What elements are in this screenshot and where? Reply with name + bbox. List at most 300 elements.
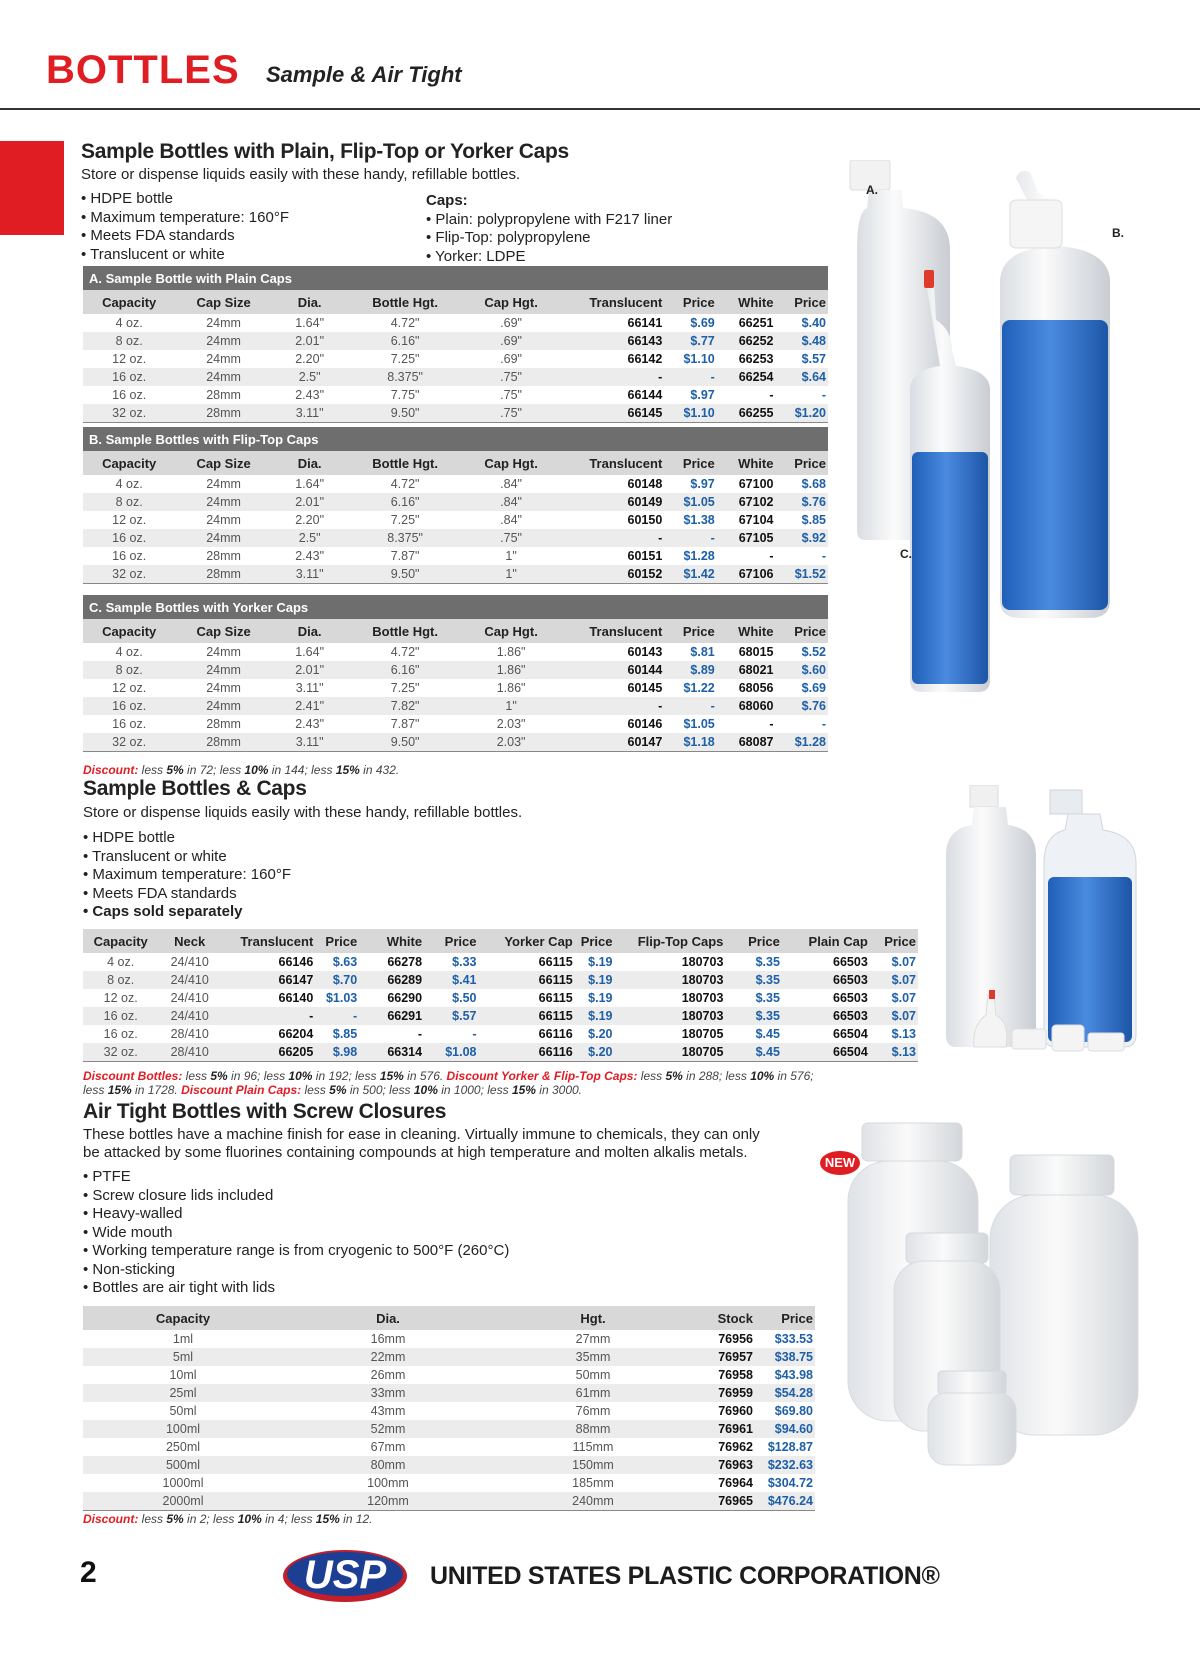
- table-cell: 8 oz.: [83, 332, 175, 350]
- table-row: [83, 1474, 815, 1492]
- table-cell: 76mm: [575, 1404, 611, 1418]
- column-header: White: [359, 929, 424, 953]
- table-cell: 50mm: [575, 1368, 611, 1382]
- table-title: A. Sample Bottle with Plain Caps: [83, 266, 828, 290]
- table-cell: $.35: [725, 1007, 782, 1025]
- table-cell: $.07: [891, 991, 916, 1005]
- table-cell: 7.25": [390, 352, 420, 366]
- column-header: Yorker Cap: [478, 929, 574, 953]
- table-cell: 66289: [359, 971, 424, 989]
- table-cell: 28mm: [175, 565, 272, 583]
- table-cell: 76963: [693, 1456, 755, 1474]
- table-cell: 250ml: [165, 1440, 201, 1454]
- table-cell: $.57: [424, 1007, 478, 1025]
- table-row: [83, 332, 828, 350]
- column-header: Capacity: [83, 1306, 283, 1330]
- section1-title: Sample Bottles with Plain, Flip-Top or Yorker Caps: [81, 140, 569, 163]
- table-cell: 68021: [717, 661, 776, 679]
- table-cell: $.64: [775, 368, 828, 386]
- column-header: Dia.: [272, 451, 348, 475]
- table-title: C. Sample Bottles with Yorker Caps: [83, 595, 828, 619]
- table-cell: 66145: [559, 404, 664, 422]
- page-number: 2: [80, 1556, 97, 1589]
- photo-label-b: B.: [1112, 226, 1124, 240]
- table-cell: $1.08: [424, 1043, 478, 1061]
- table-cell: 7.87": [390, 717, 420, 731]
- column-header: Cap Hgt.: [463, 619, 560, 643]
- table-cell: 66116: [538, 1027, 573, 1041]
- table-cell: 180705: [681, 1027, 724, 1041]
- table-cell: 8.375": [347, 368, 462, 386]
- table-cell: 32 oz.: [83, 404, 175, 422]
- table-cell: .75": [500, 388, 522, 402]
- corporation-name: UNITED STATES PLASTIC CORPORATION®: [430, 1562, 940, 1590]
- table-cell: $.85: [801, 513, 826, 527]
- table-cell: 9.50": [347, 404, 462, 422]
- table-cell: 16 oz.: [83, 1007, 158, 1025]
- table-sample-bottles-caps: [83, 929, 918, 1062]
- column-header: Capacity: [83, 929, 158, 953]
- table-cell: 3.11": [272, 733, 348, 751]
- table-cell: $1.20: [775, 404, 828, 422]
- table-cell: $.33: [452, 955, 477, 969]
- table-cell: 66251: [738, 316, 774, 330]
- column-header: Price: [775, 290, 828, 314]
- table-cell: 26mm: [370, 1368, 406, 1382]
- table-cell: $.76: [775, 697, 828, 715]
- photo-label-c: C.: [900, 547, 912, 561]
- table-cell: .75": [463, 368, 560, 386]
- table-cell: 3.11": [272, 404, 348, 422]
- table-cell: 24/410: [158, 1007, 221, 1025]
- table-cell: 180703: [615, 971, 726, 989]
- discount-note-1: Discount: less 5% in 72; less 10% in 144; less 15% in 432.: [83, 763, 400, 777]
- table-cell: $38.75: [755, 1348, 815, 1366]
- table-cell: 500ml: [83, 1456, 283, 1474]
- table-cell: 8 oz.: [83, 661, 175, 679]
- table-cell: 24mm: [206, 645, 241, 659]
- table-cell: 24mm: [175, 697, 272, 715]
- table-row: [83, 733, 828, 751]
- section2-title: Sample Bottles & Caps: [83, 777, 307, 800]
- table-row: [83, 314, 828, 332]
- column-header: Price: [664, 290, 716, 314]
- column-header: Dia.: [283, 1306, 493, 1330]
- table-cell: 66140: [278, 991, 314, 1005]
- table-row: [83, 953, 918, 971]
- table-row: [83, 1330, 815, 1348]
- bullet: • PTFE: [83, 1168, 509, 1187]
- table-cell: .84": [500, 477, 522, 491]
- table-cell: 150mm: [493, 1456, 693, 1474]
- table-row: [83, 1420, 815, 1438]
- table-cell: 66115: [478, 1007, 574, 1025]
- table-cell: 115mm: [572, 1440, 614, 1454]
- table-row: [83, 529, 828, 547]
- table-cell: 35mm: [493, 1348, 693, 1366]
- table-cell: 2.43": [295, 388, 325, 402]
- column-header: Bottle Hgt.: [347, 451, 462, 475]
- table-cell: $1.22: [683, 681, 715, 695]
- column-header: Plain Cap: [782, 929, 870, 953]
- table-row: [83, 1438, 815, 1456]
- bullet: • Translucent or white: [81, 246, 289, 265]
- table-cell: $.19: [575, 971, 615, 989]
- section-tab: [0, 141, 64, 235]
- table-cell: $.19: [588, 991, 613, 1005]
- table-cell: 1": [505, 549, 517, 563]
- column-header: Cap Size: [175, 290, 272, 314]
- table-cell: 24mm: [206, 513, 241, 527]
- table-cell: 1000ml: [162, 1476, 204, 1490]
- table-row: [83, 679, 828, 697]
- table-cell: $128.87: [767, 1440, 813, 1454]
- column-header: Translucent: [559, 290, 664, 314]
- table-cell: 6.16": [347, 332, 462, 350]
- table-cell: .84": [463, 493, 560, 511]
- table-cell: 2.03": [463, 733, 560, 751]
- table-cell: 66252: [717, 332, 776, 350]
- table-cell: $.07: [870, 971, 918, 989]
- table-cell: $1.05: [683, 717, 715, 731]
- table-cell: 180703: [615, 1007, 726, 1025]
- column-header: Translucent: [559, 619, 664, 643]
- bullet: • HDPE bottle: [83, 829, 291, 848]
- table-cell: 1.64": [295, 477, 325, 491]
- table-cell: 16 oz.: [112, 388, 147, 402]
- table-cell: 66503: [833, 991, 868, 1005]
- table-yorker-caps: [83, 595, 828, 752]
- table-cell: 180705: [615, 1043, 726, 1061]
- column-header: Flip-Top Caps: [615, 929, 726, 953]
- table-cell: 1.86": [496, 681, 526, 695]
- table-cell: 1.86": [463, 661, 560, 679]
- table-cell: 66141: [627, 316, 663, 330]
- table-cell: 67106: [717, 565, 776, 583]
- table-cell: 2.20": [295, 352, 325, 366]
- table-cell: 68060: [717, 697, 776, 715]
- column-header: Dia.: [272, 619, 348, 643]
- table-cell: $.92: [775, 529, 828, 547]
- column-header: Cap Hgt.: [463, 451, 560, 475]
- column-header: White: [717, 619, 776, 643]
- table-row: [83, 715, 828, 733]
- table-cell: 76958: [718, 1368, 753, 1382]
- bullet: • Working temperature range is from cryogenic to 500°F (260°C): [83, 1242, 509, 1261]
- table-cell: 2.43": [295, 549, 325, 563]
- table-cell: 76959: [693, 1384, 755, 1402]
- table-cell: 27mm: [575, 1332, 611, 1346]
- table-cell: 76956: [718, 1332, 753, 1346]
- table-cell: 4.72": [390, 477, 420, 491]
- table-cell: 66115: [478, 971, 574, 989]
- table-cell: 2.01": [272, 661, 348, 679]
- caps-bullet: • Yorker: LDPE: [426, 248, 672, 267]
- table-cell: 60143: [627, 645, 663, 659]
- table-cell: $.40: [801, 316, 826, 330]
- table-cell: 50ml: [169, 1404, 197, 1418]
- table-cell: $.52: [801, 645, 826, 659]
- page-subtitle: Sample & Air Tight: [266, 62, 462, 87]
- table-cell: 7.25": [390, 681, 420, 695]
- table-row: [83, 493, 828, 511]
- table-cell: 66205: [221, 1043, 315, 1061]
- ptfe-bottles-photo: [830, 1115, 1150, 1475]
- table-cell: 28mm: [206, 717, 241, 731]
- table-row: [83, 475, 828, 493]
- table-cell: $.89: [664, 661, 716, 679]
- table-cell: $.98: [315, 1043, 359, 1061]
- section1-desc: Store or dispense liquids easily with these handy, refillable bottles.: [81, 166, 521, 183]
- table-cell: 24mm: [206, 681, 241, 695]
- table-cell: 2.20": [295, 513, 325, 527]
- column-header: Hgt.: [493, 1306, 693, 1330]
- caps-bullet: • Flip-Top: polypropylene: [426, 229, 672, 248]
- table-cell: 60145: [627, 681, 663, 695]
- column-header: Price: [424, 929, 478, 953]
- table-cell: 7.75": [390, 388, 420, 402]
- table-cell: 24mm: [175, 368, 272, 386]
- table-cell: 24mm: [175, 332, 272, 350]
- table-cell: 60148: [627, 477, 663, 491]
- table-cell: $1.10: [683, 352, 715, 366]
- table-cell: 60147: [559, 733, 664, 751]
- column-header: Price: [315, 929, 359, 953]
- table-cell: 1ml: [172, 1332, 194, 1346]
- table-cell: $43.98: [774, 1368, 813, 1382]
- table-cell: -: [559, 529, 664, 547]
- table-cell: 67102: [717, 493, 776, 511]
- table-cell: 6.16": [347, 661, 462, 679]
- table-cell: 60144: [559, 661, 664, 679]
- table-cell: $1.03: [325, 991, 358, 1005]
- table-row: [83, 1492, 815, 1510]
- table-cell: 66143: [559, 332, 664, 350]
- table-row: [83, 1348, 815, 1366]
- table-cell: 66503: [782, 1007, 870, 1025]
- table-cell: -: [821, 717, 826, 731]
- column-header: Price: [664, 619, 716, 643]
- table-cell: 24mm: [175, 493, 272, 511]
- table-cell: 24/410: [170, 955, 209, 969]
- column-header: Bottle Hgt.: [347, 290, 462, 314]
- column-header: Translucent: [559, 451, 664, 475]
- section1-bullets: [81, 190, 289, 264]
- table-flip-top-caps: [83, 427, 828, 584]
- table-cell: 66146: [278, 955, 314, 969]
- photo-label-a: A.: [866, 183, 878, 197]
- table-cell: 180703: [681, 955, 724, 969]
- table-cell: 76961: [693, 1420, 755, 1438]
- section2-desc: Store or dispense liquids easily with these handy, refillable bottles.: [83, 804, 523, 821]
- table-cell: 28/410: [158, 1043, 221, 1061]
- table-row: [83, 565, 828, 583]
- table-cell: $.19: [588, 955, 613, 969]
- table-cell: 1": [463, 565, 560, 583]
- table-cell: 66314: [359, 1043, 424, 1061]
- table-cell: 2.41": [272, 697, 348, 715]
- table-cell: 66290: [387, 991, 423, 1005]
- table-cell: 24/410: [170, 991, 209, 1005]
- column-header: Price: [755, 1306, 815, 1330]
- table-cell: -: [315, 1007, 359, 1025]
- table-cell: $.07: [870, 1007, 918, 1025]
- table-cell: -: [821, 388, 826, 402]
- table-cell: 8 oz.: [83, 493, 175, 511]
- table-cell: 61mm: [493, 1384, 693, 1402]
- table-cell: 24mm: [175, 529, 272, 547]
- table-cell: 24mm: [206, 477, 241, 491]
- table-cell: 2.01": [272, 332, 348, 350]
- table-cell: 66504: [833, 1027, 868, 1041]
- table-cell: 24mm: [206, 352, 241, 366]
- table-cell: 1": [463, 697, 560, 715]
- discount-note-2: Discount Bottles: less 5% in 96; less 10% in 192; less 15% in 576. Discount Yorker & Flip-Top Caps: less 5% in 288; less 10% in 576; less 15% in 1728. Discount Plain Caps: less 5% in 500; less 10% in 1000; less 15% in 3000.: [83, 1069, 814, 1097]
- table-cell: 66204: [278, 1027, 314, 1041]
- bullet: • Heavy-walled: [83, 1205, 509, 1224]
- table-cell: $476.24: [755, 1492, 815, 1510]
- table-cell: 16 oz.: [103, 1027, 138, 1041]
- bottles-and-caps-photo: [940, 785, 1180, 1065]
- table-cell: 76957: [693, 1348, 755, 1366]
- bullet: • HDPE bottle: [81, 190, 289, 209]
- section3-bullets: [83, 1168, 509, 1298]
- table-cell: 76962: [718, 1440, 753, 1454]
- column-header: Price: [725, 929, 782, 953]
- table-cell: 66503: [833, 955, 868, 969]
- table-cell: $.76: [775, 493, 828, 511]
- table-cell: 100mm: [367, 1476, 409, 1490]
- table-cell: -: [559, 368, 664, 386]
- page-header: [0, 40, 1200, 110]
- table-cell: $.45: [725, 1043, 782, 1061]
- table-cell: 28mm: [175, 404, 272, 422]
- table-cell: 12 oz.: [112, 352, 147, 366]
- table-title: B. Sample Bottles with Flip-Top Caps: [83, 427, 828, 451]
- table-cell: 6.16": [347, 493, 462, 511]
- table-cell: 28mm: [175, 733, 272, 751]
- table-cell: 16 oz.: [112, 717, 147, 731]
- table-cell: 7.82": [347, 697, 462, 715]
- table-row: [83, 1384, 815, 1402]
- discount-note-3: Discount: less 5% in 2; less 10% in 4; less 15% in 12.: [83, 1512, 373, 1526]
- table-cell: 66291: [359, 1007, 424, 1025]
- new-badge: NEW: [820, 1151, 860, 1175]
- column-header: Neck: [158, 929, 221, 953]
- table-cell: $94.60: [755, 1420, 815, 1438]
- column-header: Price: [575, 929, 615, 953]
- column-header: Dia.: [272, 290, 348, 314]
- table-cell: 2000ml: [83, 1492, 283, 1510]
- table-cell: 66115: [538, 991, 573, 1005]
- table-row: [83, 971, 918, 989]
- table-cell: 12 oz.: [112, 513, 147, 527]
- table-cell: 66147: [221, 971, 315, 989]
- table-row: [83, 511, 828, 529]
- bullet: • Bottles are air tight with lids: [83, 1279, 509, 1298]
- bullet: • Meets FDA standards: [81, 227, 289, 246]
- table-cell: $.97: [690, 388, 715, 402]
- table-cell: 10ml: [169, 1368, 197, 1382]
- section3-title: Air Tight Bottles with Screw Closures: [83, 1100, 447, 1123]
- sample-bottles-photo: [840, 160, 1170, 720]
- table-row: [83, 697, 828, 715]
- table-cell: 24/410: [158, 971, 221, 989]
- table-cell: 2.5": [272, 368, 348, 386]
- table-row: [83, 350, 828, 368]
- column-header: Bottle Hgt.: [347, 619, 462, 643]
- section3-desc-line2: be attacked by some fluorines containing compounds at high temperature and molten alkalis metals.: [83, 1144, 748, 1161]
- table-cell: -: [221, 1007, 315, 1025]
- table-cell: 24mm: [206, 316, 241, 330]
- column-header: Capacity: [83, 451, 175, 475]
- table-cell: 22mm: [283, 1348, 493, 1366]
- table-cell: 100ml: [83, 1420, 283, 1438]
- table-cell: $1.28: [775, 733, 828, 751]
- table-cell: $.48: [775, 332, 828, 350]
- table-row: [83, 1456, 815, 1474]
- table-cell: $.13: [891, 1027, 916, 1041]
- table-cell: 52mm: [283, 1420, 493, 1438]
- table-cell: 12 oz.: [103, 991, 138, 1005]
- table-cell: 67mm: [370, 1440, 406, 1454]
- table-cell: 4.72": [390, 316, 420, 330]
- table-cell: 25ml: [83, 1384, 283, 1402]
- table-cell: 3.11": [295, 681, 324, 695]
- table-cell: $.81: [690, 645, 715, 659]
- table-cell: 12 oz.: [112, 681, 147, 695]
- table-cell: 68015: [738, 645, 774, 659]
- table-cell: 4 oz.: [107, 955, 135, 969]
- table-cell: 7.87": [390, 549, 420, 563]
- column-header: White: [717, 290, 776, 314]
- table-cell: .69": [500, 316, 522, 330]
- table-cell: $.35: [755, 955, 780, 969]
- table-cell: 180703: [681, 991, 724, 1005]
- caps-list: [426, 192, 672, 266]
- table-cell: 3.11": [272, 565, 348, 583]
- table-cell: $1.05: [664, 493, 716, 511]
- table-cell: 9.50": [347, 565, 462, 583]
- column-header: Price: [664, 451, 716, 475]
- table-cell: $232.63: [755, 1456, 815, 1474]
- table-cell: $.68: [801, 477, 826, 491]
- usp-logo: [280, 1538, 410, 1608]
- column-header: Capacity: [83, 290, 175, 314]
- table-cell: $.20: [588, 1027, 613, 1041]
- table-row: [83, 643, 828, 661]
- table-cell: $.45: [755, 1027, 780, 1041]
- table-cell: 66253: [738, 352, 774, 366]
- table-cell: .75": [463, 529, 560, 547]
- table-cell: .69": [500, 352, 522, 366]
- table-cell: 66116: [478, 1043, 574, 1061]
- table-cell: 68056: [738, 681, 774, 695]
- table-cell: 1.86": [496, 645, 526, 659]
- column-header: White: [717, 451, 776, 475]
- table-cell: .69": [463, 332, 560, 350]
- column-header: Price: [870, 929, 918, 953]
- column-header: Price: [775, 619, 828, 643]
- table-row: [83, 386, 828, 404]
- table-row: [83, 1025, 918, 1043]
- table-cell: 66142: [627, 352, 663, 366]
- table-cell: 66115: [538, 955, 573, 969]
- table-plain-caps: [83, 266, 828, 423]
- table-cell: 28/410: [170, 1027, 209, 1041]
- table-row: [83, 404, 828, 422]
- table-cell: -: [417, 1027, 423, 1041]
